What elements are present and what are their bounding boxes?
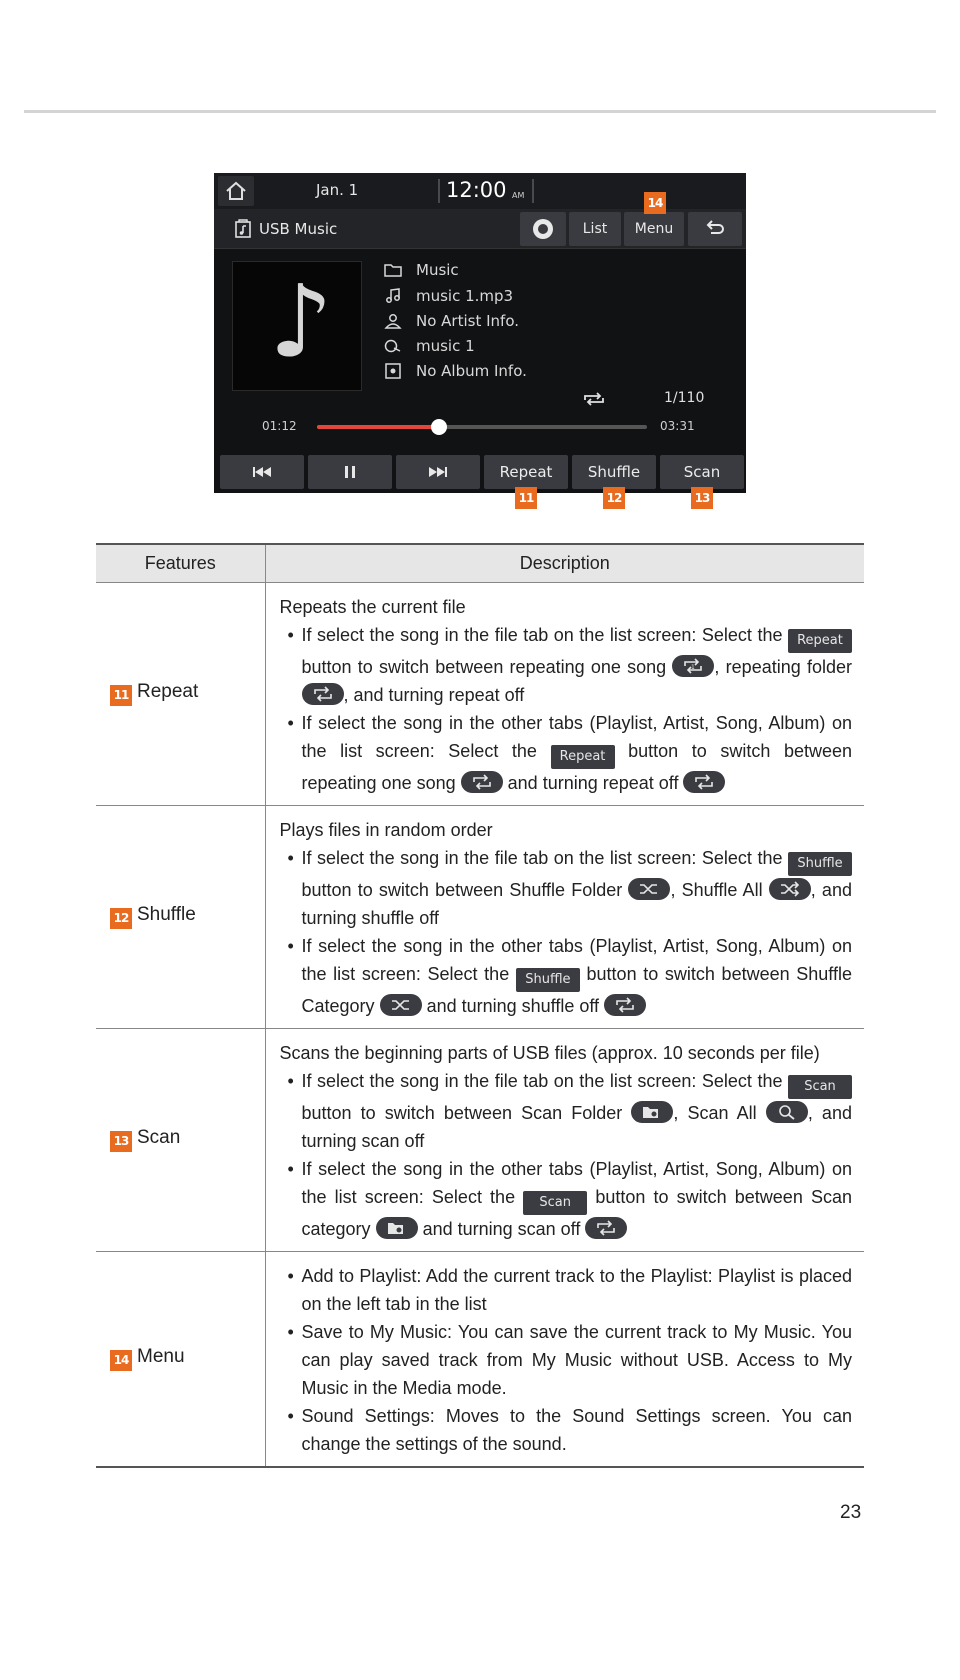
track-album: No Album Info. bbox=[416, 362, 527, 380]
list-button[interactable]: List bbox=[569, 212, 621, 246]
pause-icon bbox=[343, 465, 357, 479]
feature-number: 11 bbox=[110, 685, 132, 706]
table-row-scan bbox=[96, 1028, 864, 1251]
track-count: 1/110 bbox=[664, 390, 705, 406]
shuffle-chip: Shuffle bbox=[516, 968, 580, 992]
status-date: Jan. 1 bbox=[316, 181, 359, 199]
next-icon bbox=[428, 466, 448, 478]
track-artist: No Artist Info. bbox=[416, 312, 520, 330]
track-folder: Music bbox=[416, 261, 459, 279]
list-item: • If select the song in the other tabs (Playlist, Artist, Song, Album) on the list screen: Select the Repeat button to switch between repeating one song and turning repeat off bbox=[280, 709, 853, 797]
feature-number: 14 bbox=[110, 1350, 132, 1371]
status-ampm: AM bbox=[512, 191, 525, 200]
shuffle-all-icon bbox=[769, 878, 811, 900]
back-icon bbox=[704, 220, 726, 238]
description-cell bbox=[265, 805, 864, 1028]
previous-button[interactable] bbox=[220, 455, 304, 489]
repeat-one-icon bbox=[461, 771, 503, 793]
shuffle-folder-icon bbox=[628, 878, 670, 900]
repeat-off-icon bbox=[683, 771, 725, 793]
table-header-row bbox=[96, 544, 864, 582]
album-icon bbox=[384, 363, 402, 379]
usb-music-icon bbox=[234, 219, 252, 239]
scan-all-icon bbox=[766, 1101, 808, 1123]
progress-knob[interactable] bbox=[431, 419, 447, 435]
folder-icon bbox=[384, 262, 402, 278]
description-cell bbox=[265, 1028, 864, 1251]
svg-text:1: 1 bbox=[691, 663, 696, 671]
feature-cell bbox=[96, 1251, 265, 1467]
track-artist-row bbox=[384, 311, 724, 333]
previous-icon bbox=[252, 466, 272, 478]
status-divider bbox=[532, 179, 534, 203]
home-icon bbox=[225, 180, 247, 202]
repeat-chip: Repeat bbox=[788, 629, 852, 653]
feature-lead: Repeats the current file bbox=[279, 596, 466, 617]
time-total: 03:31 bbox=[660, 419, 695, 433]
list-item: • If select the song in the other tabs (Playlist, Artist, Song, Album) on the list screen: Select the Scan button to switch between Scan category and turning scan off bbox=[280, 1155, 853, 1243]
feature-lead: Scans the beginning parts of USB files (approx. 10 seconds per file) bbox=[279, 1042, 820, 1063]
pause-button[interactable] bbox=[308, 455, 392, 489]
top-rule bbox=[24, 110, 936, 113]
repeat-off-icon bbox=[585, 1217, 627, 1239]
callout-shuffle: 12 bbox=[603, 487, 625, 509]
table-row-shuffle bbox=[96, 805, 864, 1028]
repeat-chip: Repeat bbox=[551, 745, 615, 769]
feature-number: 12 bbox=[110, 908, 132, 929]
time-current: 01:12 bbox=[262, 419, 297, 433]
feature-name: Scan bbox=[137, 1127, 181, 1148]
status-time: 12:00 bbox=[446, 178, 507, 202]
list-item: • Add to Playlist: Add the current track to the Playlist: Playlist is placed on the left tab in the list bbox=[280, 1262, 853, 1318]
song-title-icon bbox=[384, 338, 402, 354]
source-icon bbox=[533, 219, 553, 239]
scan-button[interactable]: Scan bbox=[660, 455, 744, 489]
feature-cell bbox=[96, 805, 265, 1028]
track-file: music 1.mp3 bbox=[416, 287, 514, 305]
list-item: • If select the song in the other tabs (Playlist, Artist, Song, Album) on the list screen: Select the Shuffle button to switch between Shuffle Category and turning shuffle off bbox=[280, 932, 853, 1020]
source-title: USB Music bbox=[259, 220, 338, 238]
artist-icon bbox=[384, 313, 402, 329]
callout-repeat: 11 bbox=[515, 487, 537, 509]
description-cell bbox=[265, 1251, 864, 1467]
feature-name: Shuffle bbox=[137, 904, 196, 925]
menu-button[interactable]: Menu bbox=[624, 212, 684, 246]
header-features: Features bbox=[96, 544, 265, 582]
list-item: • Sound Settings: Moves to the Sound Settings screen. You can change the settings of the sound. bbox=[280, 1402, 853, 1458]
scan-folder-icon bbox=[631, 1101, 673, 1123]
list-item: • If select the song in the file tab on the list screen: Select the Repeat button to switch between repeating one song 1 , repeating folder , and turning repeat off bbox=[280, 621, 853, 709]
feature-lead: Plays files in random order bbox=[279, 819, 493, 840]
repeat-status-icon bbox=[582, 391, 606, 407]
feature-name: Menu bbox=[137, 1346, 185, 1367]
callout-scan: 13 bbox=[691, 487, 713, 509]
status-divider bbox=[438, 179, 440, 203]
repeat-button[interactable]: Repeat bbox=[484, 455, 568, 489]
feature-number: 13 bbox=[110, 1131, 132, 1152]
album-art bbox=[232, 261, 362, 391]
usb-music-screen bbox=[214, 173, 746, 493]
features-table bbox=[96, 543, 864, 1468]
scan-chip: Scan bbox=[523, 1191, 587, 1215]
track-title-row bbox=[384, 336, 724, 358]
track-album-row bbox=[384, 361, 724, 383]
list-item: • If select the song in the file tab on the list screen: Select the Shuffle button to switch between Shuffle Folder , Shuffle All , and turning shuffle off bbox=[280, 844, 853, 932]
track-title: music 1 bbox=[416, 337, 475, 355]
repeat-folder-icon bbox=[302, 683, 344, 705]
track-folder-row bbox=[384, 260, 724, 282]
source-button[interactable] bbox=[520, 212, 566, 246]
list-item: • Save to My Music: You can save the current track to My Music. You can play saved track from My Music without USB. Access to My Music in the Media mode. bbox=[280, 1318, 853, 1402]
feature-name: Repeat bbox=[137, 681, 199, 702]
shuffle-category-icon bbox=[380, 994, 422, 1016]
table-row-repeat bbox=[96, 582, 864, 805]
page-number: 23 bbox=[840, 1502, 862, 1523]
track-file-row bbox=[384, 286, 724, 308]
feature-cell bbox=[96, 582, 265, 805]
header-description: Description bbox=[265, 544, 864, 582]
repeat-one-icon bbox=[672, 655, 714, 677]
callout-menu: 14 bbox=[644, 192, 666, 214]
feature-cell bbox=[96, 1028, 265, 1251]
status-bar bbox=[214, 173, 746, 209]
file-music-icon bbox=[384, 288, 402, 304]
progress-fill bbox=[317, 425, 439, 429]
control-bar bbox=[214, 451, 746, 493]
shuffle-button[interactable]: Shuffle bbox=[572, 455, 656, 489]
scan-chip: Scan bbox=[788, 1075, 852, 1099]
repeat-off-icon bbox=[604, 994, 646, 1016]
shuffle-chip: Shuffle bbox=[788, 852, 852, 876]
table-row-menu bbox=[96, 1251, 864, 1467]
music-note-icon: ♪ bbox=[269, 263, 333, 380]
title-bar bbox=[214, 209, 746, 249]
scan-category-icon bbox=[376, 1217, 418, 1239]
next-button[interactable] bbox=[396, 455, 480, 489]
list-item: • If select the song in the file tab on the list screen: Select the Scan button to switch between Scan Folder , Scan All , and turning scan off bbox=[280, 1067, 853, 1155]
back-button[interactable] bbox=[688, 212, 742, 246]
progress-bar[interactable] bbox=[317, 425, 647, 429]
description-cell bbox=[265, 582, 864, 805]
home-button[interactable] bbox=[218, 176, 254, 206]
